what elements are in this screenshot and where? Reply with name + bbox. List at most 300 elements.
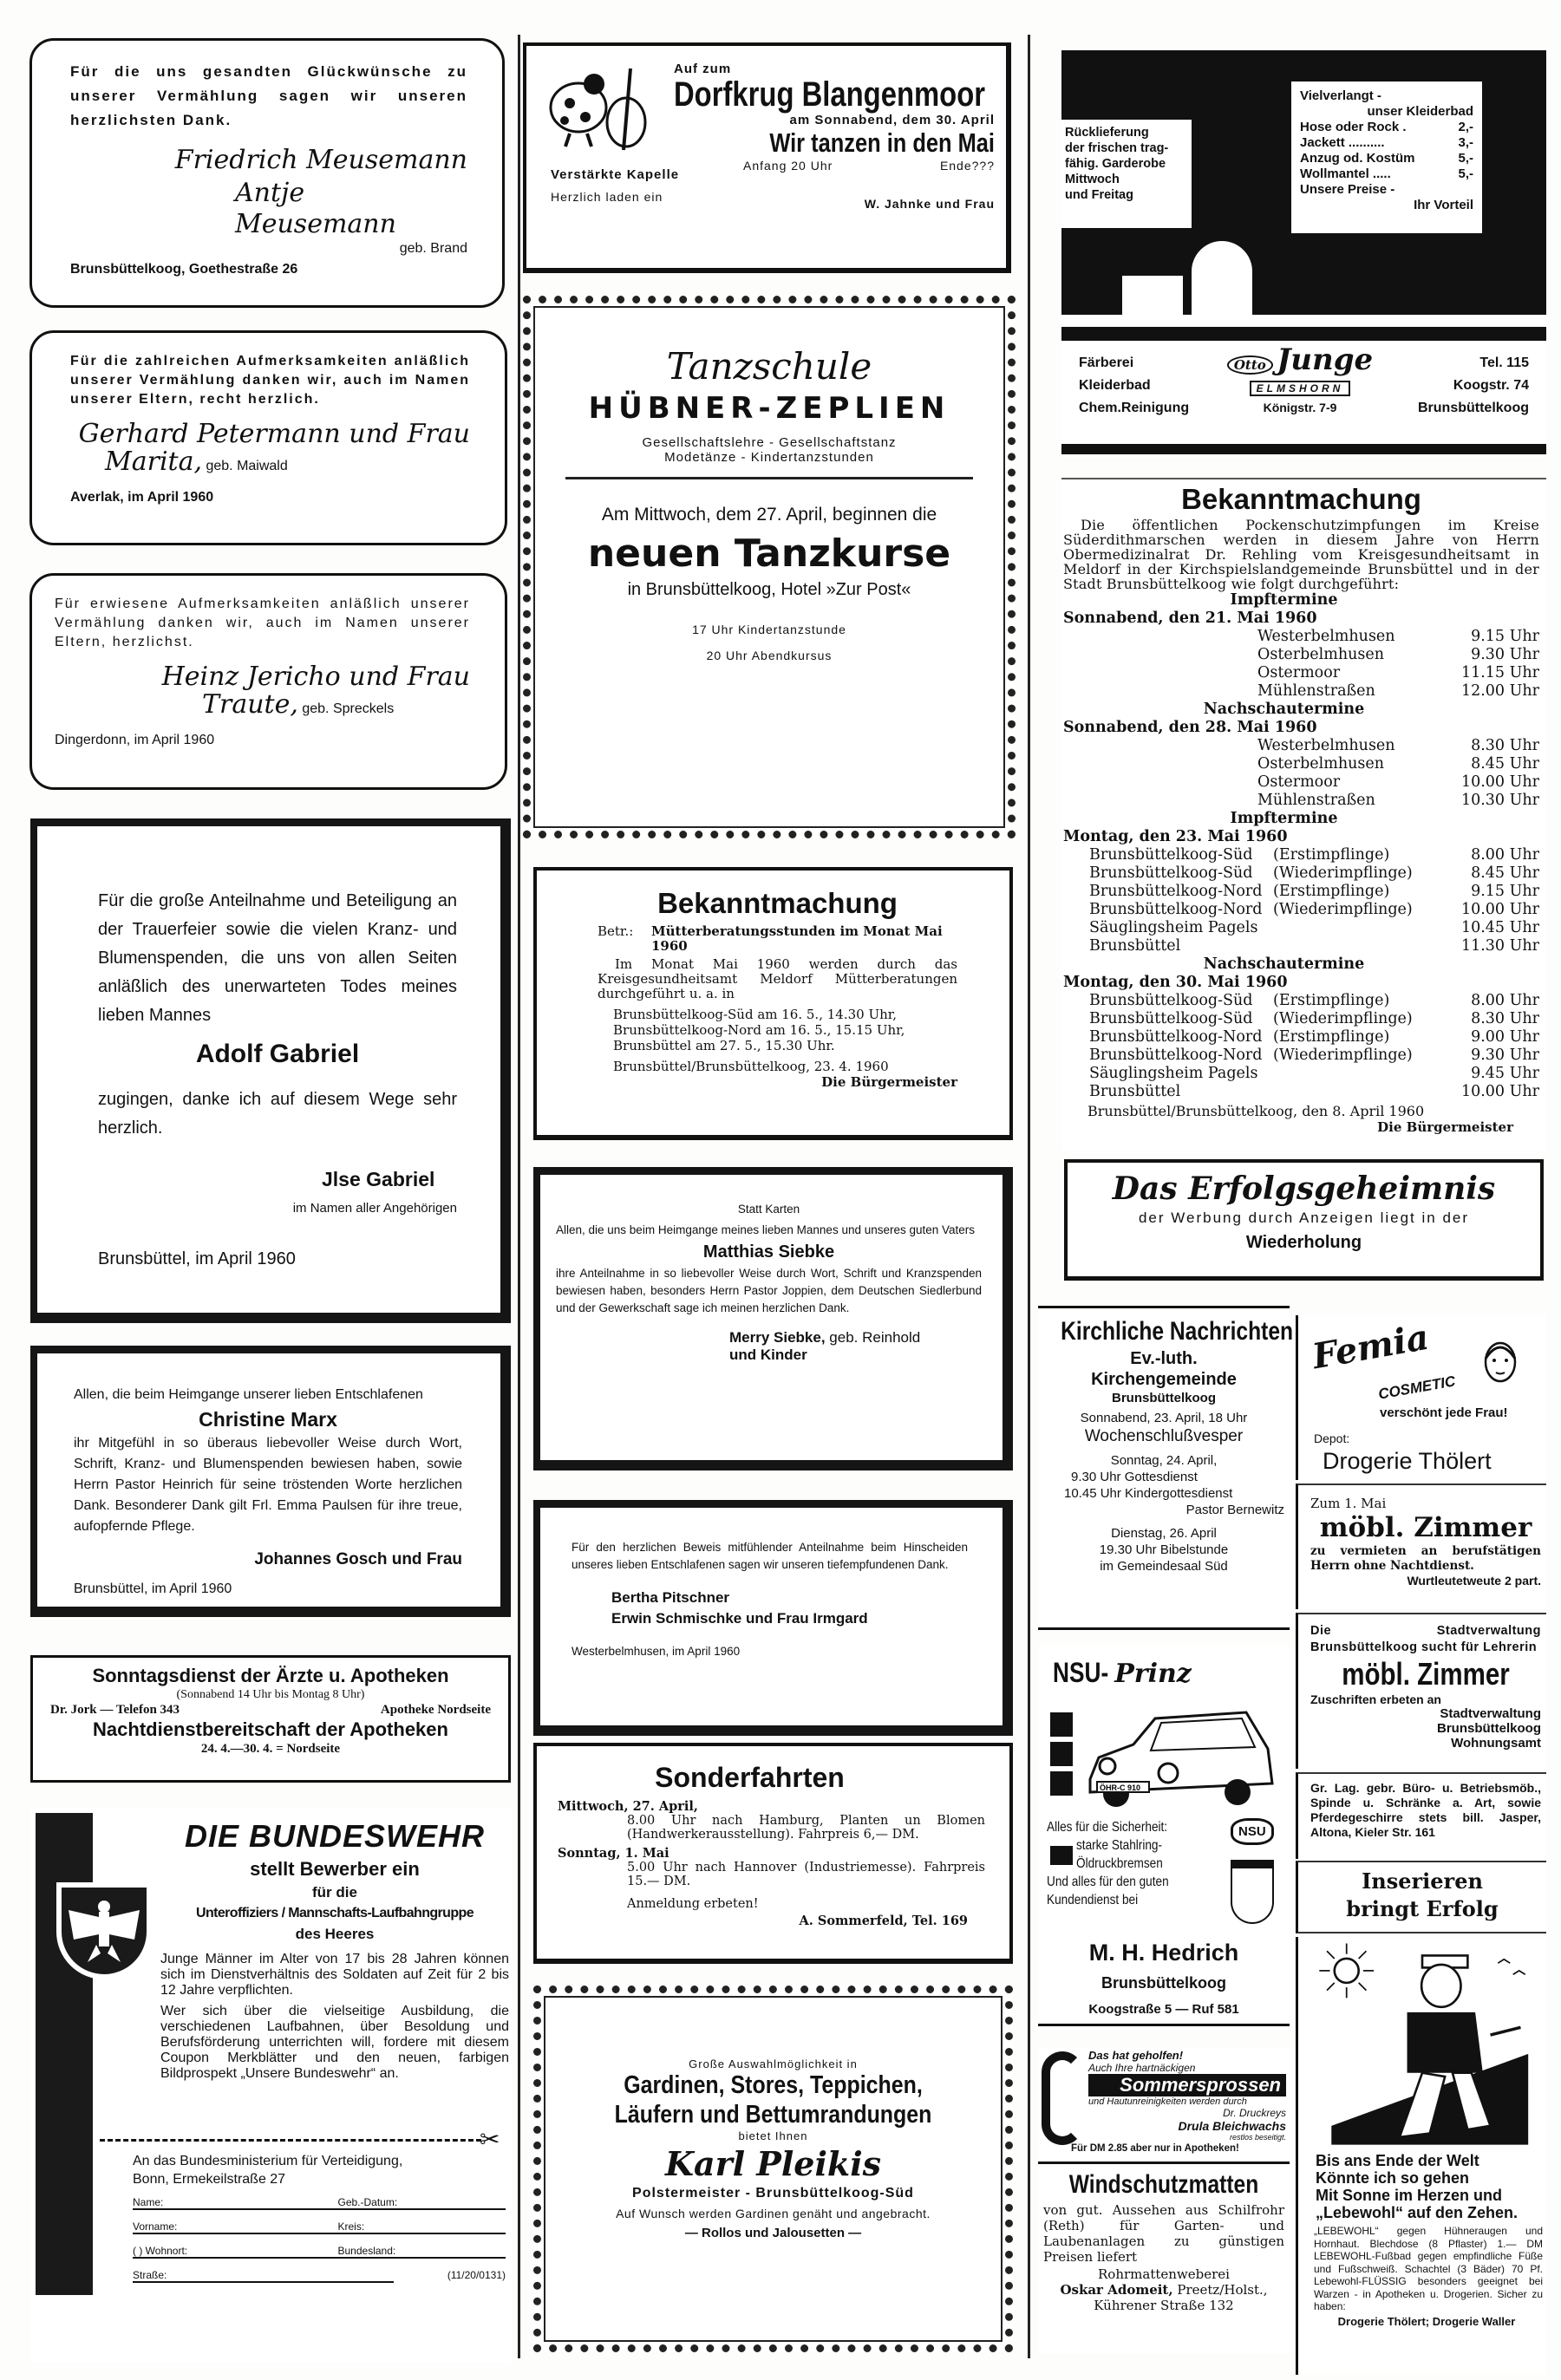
bullet: [1050, 1712, 1073, 1737]
trip-date: Mittwoch, 27. April,: [558, 1799, 698, 1814]
row-left: [1257, 737, 1395, 755]
deceased-name: Adolf Gabriel: [195, 1040, 360, 1068]
pre-text: Große Auswahlmöglichkeit in: [689, 2057, 858, 2070]
signer: Jlse Gabriel: [322, 1168, 435, 1190]
signer: und Kinder: [729, 1346, 807, 1363]
schedule-row: [1063, 919, 1539, 937]
form-row: [133, 2269, 506, 2283]
event: 10.45 Uhr Kindergottesdienst: [1064, 1486, 1233, 1501]
name: Marita,: [105, 447, 203, 477]
time: 10.30 Uhr: [1460, 792, 1539, 809]
schedule-row: [1063, 1028, 1539, 1047]
body: Im Monat Mai 1960 werden durch das Kreisgesundheitsamt Meldorf Mütterberatungen durchgeführt u. a. in: [598, 956, 957, 1001]
name: Gerhard Petermann und Frau: [78, 419, 470, 449]
column-divider: [1028, 35, 1030, 2358]
ad-church-news: [1038, 1306, 1294, 1630]
place: Ostermoor: [1257, 664, 1341, 681]
headline-line: Mit Sonne im Herzen und: [1316, 2187, 1503, 2204]
coupon: [133, 2153, 506, 2283]
bundeswehr-text: [160, 1816, 509, 2082]
sign-left: [1061, 120, 1192, 228]
note: Anmeldung erbeten!: [627, 1897, 759, 1911]
item: Jackett ..........: [1300, 135, 1385, 150]
ad-text: Für die große Anteilnahme und Beteiligung an der Trauerfeier sowie die vielen Kranz- und Blumenspenden, die uns von allen Seiten anläßlich des unerwarteten Todes meines lieben Mannes: [98, 891, 457, 1025]
headline-line: Könnte ich so gehen: [1316, 2169, 1470, 2187]
schedule-heading: Nachschautermine: [1203, 955, 1365, 973]
schedule-date: Montag, den 23. Mai 1960: [1063, 828, 1288, 845]
ad-room-2: [1296, 1613, 1546, 1769]
sign-line: fähig. Garderobe: [1065, 157, 1166, 171]
ad-text: Für die uns gesandten Glückwünsche zu unserer Vermählung sagen wir unseren herzlichsten Dank.: [70, 63, 467, 128]
place: Osterbelmhusen: [1257, 646, 1384, 663]
schedule-row: [1063, 864, 1539, 883]
times: [674, 159, 995, 173]
schedule-row: [1063, 737, 1539, 755]
ad-tanzschule: [523, 296, 1016, 838]
addressee: Brunsbüttelkoog: [1437, 1721, 1541, 1736]
text: Kundendienst bei: [1047, 1893, 1139, 1907]
start-time: Anfang 20 Uhr: [743, 159, 833, 173]
note: (Wiederimpflinge): [1273, 901, 1413, 918]
bullet: [1050, 1846, 1073, 1865]
row-left: [1257, 682, 1375, 701]
row-left: [1257, 792, 1375, 810]
event: im Gemeindesaal Süd: [1100, 1559, 1228, 1574]
time: 10.45 Uhr: [1460, 919, 1539, 936]
schedule-row: [1063, 1047, 1539, 1065]
name-line: [55, 689, 470, 720]
service: — Rollos und Jalousetten —: [684, 2226, 862, 2240]
price: 5,-: [1458, 151, 1473, 166]
license-plate: ÖHR-C 910: [1100, 1783, 1141, 1792]
pre: Zum 1. Mai: [1310, 1496, 1387, 1511]
sign-price-list: [1291, 82, 1482, 233]
place: Dingerdonn, im April 1960: [55, 733, 215, 747]
paragraph: Junge Männer im Alter von 17 bis 28 Jahren können sich im Dienstverhältnis des Soldaten auf Zeit für 2 bis 12 Jahre verpflichten.: [160, 1952, 509, 1998]
depot-label: Depot:: [1314, 1431, 1350, 1445]
text: restlos beseitigt.: [1229, 2133, 1286, 2142]
walking-man-illustration: [1305, 1940, 1539, 2149]
place: Mühlenstraßen: [1257, 792, 1375, 809]
shops: Drogerie Thölert; Drogerie Waller: [1337, 2314, 1516, 2328]
state-field[interactable]: Bundesland:: [337, 2245, 396, 2257]
time: 9.45 Uhr: [1471, 1065, 1539, 1082]
place: Brunsbüttelkoog-Nord: [1089, 901, 1263, 918]
title: Bekanntmachung: [1181, 483, 1421, 515]
place: Brunsbüttel: [1089, 1083, 1181, 1100]
address: Koogstraße 5 — Ruf 581: [1038, 2002, 1290, 2026]
form-row: [133, 2220, 506, 2234]
ad-sonderfahrten: [533, 1743, 1013, 1964]
text: zu vermieten an berufstätigen Herrn ohne Nachtdienst.: [1310, 1544, 1541, 1573]
row-left: [1089, 992, 1389, 1010]
schedule-row: [1063, 937, 1539, 955]
row-left: [1257, 628, 1395, 646]
org: Kirchengemeinde: [1091, 1370, 1237, 1389]
ad-vaccination-announcement: [1061, 478, 1546, 1151]
subtitle: stellt Bewerber ein: [250, 1858, 420, 1880]
street: Koogstr. 74: [1453, 378, 1529, 393]
row-left: [1089, 1065, 1273, 1083]
ad-junge-cleaners: [1061, 50, 1546, 458]
doctor: Dr. Jork — Telefon 343: [50, 1703, 180, 1717]
ad-femia: [1296, 1315, 1546, 1480]
band: Verstärkte Kapelle: [551, 167, 680, 182]
org: Ev.-luth.: [1130, 1349, 1198, 1368]
time: 9.30 Uhr: [1471, 646, 1539, 663]
schedule-row: [1063, 992, 1539, 1010]
dealer: M. H. Hedrich: [1088, 1940, 1239, 1966]
ad-nsu-prinz: [1038, 1645, 1290, 2031]
schedule-heading: Impftermine: [1230, 810, 1338, 827]
courses: Modetänze - Kindertanzstunden: [664, 450, 874, 465]
street-field[interactable]: Straße:: [133, 2269, 394, 2283]
time: 10.00 Uhr: [1460, 901, 1539, 918]
text: Auch Ihre hartnäckigen: [1088, 2062, 1196, 2074]
bullet: [1050, 1771, 1073, 1796]
sign-line: und Freitag: [1065, 188, 1133, 202]
ad-text: ihre Anteilnahme in so liebevoller Weise durch Wort, Schrift und Kranzspenden bewiesen haben, besonders Herrn Pastor Joppien, dem Deutschen Siedlerbund und der Gewerkschaft sage ich meinen herzlichen Dank.: [556, 1267, 982, 1314]
note: (Erstimpflinge): [1273, 992, 1390, 1009]
address: An das Bundesministerium für Verteidigung,: [133, 2154, 403, 2168]
shop-illustration: [1061, 50, 1546, 341]
ad-inserieren: [1296, 1861, 1546, 1933]
ad-text: Allen, die uns beim Heimgange meines lieben Mannes und unseres guten Vaters: [556, 1223, 976, 1236]
nsu-badge-icon: NSU: [1231, 1818, 1274, 1845]
sign-line: Rücklieferung: [1065, 126, 1149, 140]
schedule-row: [1063, 773, 1539, 792]
crest-icon: [1231, 1860, 1274, 1924]
ad-lebewohl: [1296, 1937, 1546, 2375]
company-address: Kührener Straße 132: [1094, 2298, 1234, 2313]
ladybug-bass-icon: [544, 60, 656, 155]
item: Anzug od. Kostüm: [1300, 151, 1415, 166]
text: Öldruckbremsen: [1076, 1856, 1163, 1871]
ad-bundeswehr: [30, 1808, 512, 2363]
date: Brunsbüttel/Brunsbüttelkoog, den 8. April 1960: [1087, 1103, 1425, 1119]
note: (Erstimpflinge): [1273, 1028, 1390, 1046]
trade: Polstermeister - Brunsbüttelkoog-Süd: [632, 2186, 914, 2201]
car-illustration: [1081, 1697, 1281, 1818]
title: Bekanntmachung: [657, 887, 898, 919]
sign-line: Ihr Vorteil: [1414, 198, 1473, 212]
intro: Die öffentlichen Pockenschutzimpfungen im Kreise Süderdithmarschen werden in diesem Jahre von Herrn Obermedizinalrat Dr. Rehling vom Kreisgesundheitsamt in Meldorf in der Kirchspielslandgemeinde Brunsbüttel und in der Stadt Brunsbüttelkoog wie folgt durchgeführt:: [1063, 517, 1539, 592]
ad-room-1: [1296, 1483, 1546, 1609]
time: 8.30 Uhr: [1471, 737, 1539, 754]
note: (Wiederimpflinge): [1273, 1010, 1413, 1027]
address: Wurtleutetweute 2 part.: [1407, 1574, 1541, 1588]
time: 11.15 Uhr: [1460, 664, 1539, 681]
shop-info: [1061, 342, 1546, 440]
shop: Drogerie Thölert: [1323, 1448, 1492, 1474]
product-text: „LEBEWOHL“ gegen Hühneraugen und Hornhaut. Blechdose (8 Pflaster) 1.— DM LEBEWOHL-Fußbad gegen empfindliche Füße und Fußschweiß. Schachtel (3 Bäder) 70 Pf. Lebewohl-FLÜSSIG besonders geeignet bei Warzen - in Apotheken u. Drogerien. Sicher zu haben:: [1314, 2225, 1543, 2312]
ad-obituary-marx: [30, 1346, 511, 1617]
residence-field[interactable]: ( ) Wohnort:: [133, 2245, 188, 2257]
place: Averlak, im April 1960: [70, 490, 214, 505]
ad-text: Für erwiesene Aufmerksamkeiten anläßlich unserer Vermählung danken wir, auch im Namen unserer Eltern, herzlichst.: [55, 597, 470, 649]
divider: [565, 477, 973, 479]
place: Säuglingsheim Pagels: [1089, 919, 1258, 936]
price-row: [1300, 135, 1473, 151]
big: möbl. Zimmer: [1319, 1512, 1532, 1543]
eagle-shield-icon: [56, 1882, 152, 1979]
note: (Erstimpflinge): [1273, 846, 1390, 864]
sun-icon: [1319, 1943, 1374, 1998]
shop-clerk-icon: [1192, 241, 1252, 319]
location: Brunsbüttel am 27. 5., 15.30 Uhr.: [613, 1038, 835, 1053]
signer: Erwin Schmischke und Frau Irmgard: [611, 1610, 868, 1627]
ad-wedding-thanks-petermann: [29, 330, 507, 545]
slogan: verschönt jede Frau!: [1380, 1405, 1508, 1420]
title: DIE BUNDESWEHR: [184, 1818, 485, 1854]
slogan: Inserieren: [1362, 1868, 1483, 1894]
headline-line: „Lebewohl“ auf den Zehen.: [1316, 2204, 1519, 2221]
price-row: [1300, 166, 1473, 182]
trip-detail: 5.00 Uhr nach Hannover (Industriemesse). Fahrpreis 15.— DM.: [627, 1861, 985, 1888]
night-value: 24. 4.—30. 4. = Nordseite: [200, 1742, 341, 1756]
place: Brunsbüttelkoog-Süd: [1089, 864, 1253, 882]
schedule-heading: Nachschautermine: [1203, 701, 1365, 718]
service: Kleiderbad: [1079, 378, 1151, 393]
brand-sub: COSMETIC: [1376, 1373, 1457, 1403]
event: 9.30 Uhr Gottesdienst: [1071, 1470, 1198, 1484]
schedule-row: [1063, 628, 1539, 646]
time: 9.15 Uhr: [1471, 628, 1539, 645]
ad-obituary-siebke: [533, 1167, 1013, 1470]
row-left: [1257, 664, 1340, 682]
schedule-row: [1063, 1010, 1539, 1028]
model: Prinz: [1114, 1659, 1192, 1689]
ad-pleikis: [533, 1986, 1013, 2352]
trips: [558, 1800, 985, 1928]
note: (Erstimpflinge): [1273, 883, 1390, 900]
price: 5,-: [1458, 166, 1473, 181]
sign-line: unser Kleiderbad: [1367, 104, 1473, 119]
address: Bonn, Ermekeilstraße 27: [133, 2172, 286, 2187]
invite: Herzlich laden ein: [551, 190, 663, 204]
location: in Brunsbüttelkoog, Hotel »Zur Post«: [627, 580, 911, 599]
pastor: Pastor Bernewitz: [1185, 1503, 1284, 1517]
maiden-name: geb. Reinhold: [829, 1329, 921, 1346]
ad-jasper: [1296, 1772, 1546, 1859]
text: Die Stadtverwaltung Brunsbüttelkoog sucht für Lehrerin: [1310, 1624, 1541, 1654]
brand: NSU-: [1053, 1657, 1109, 1688]
contact: [1418, 352, 1529, 420]
event-date: Dienstag, 26. April: [1111, 1526, 1217, 1541]
price: 2,-: [1458, 120, 1473, 134]
deceased-name: Christine Marx: [199, 1408, 337, 1431]
text: starke Stahlring-: [1076, 1838, 1163, 1853]
courses: Gesellschaftslehre - Gesellschaftstanz: [642, 435, 897, 450]
price: 3,-: [1458, 135, 1473, 150]
time: 11.30 Uhr: [1460, 937, 1539, 955]
place: Osterbelmhusen: [1257, 755, 1384, 773]
subject: [598, 924, 957, 954]
note: (Wiederimpflinge): [1273, 864, 1413, 882]
text: Und alles für den guten: [1047, 1875, 1169, 1889]
firstname-field[interactable]: Vorname:: [133, 2220, 178, 2233]
title: Kirchliche Nachrichten: [1061, 1317, 1294, 1346]
end-time: Ende???: [939, 159, 995, 173]
event-date: Sonntag, 24. April,: [1110, 1453, 1218, 1468]
town: Brunsbüttelkoog: [1418, 401, 1529, 415]
services: [1079, 352, 1189, 420]
bullet: [1050, 1742, 1073, 1766]
pre-title: Auf zum: [674, 62, 732, 76]
maiden-name: geb. Spreckels: [302, 701, 395, 716]
place: Ostermoor: [1257, 773, 1341, 791]
text: Gr. Lag. gebr. Büro- u. Betriebsmöb., Spinde u. Schränke a. Art, sowie Pferdegeschirre stets bill. Jasper, Altona, Kieler Str. 161: [1310, 1781, 1541, 1839]
addressee: Wohnungsamt: [1451, 1736, 1541, 1751]
signer-line: [556, 1329, 982, 1346]
time: 17 Uhr Kindertanzstunde: [692, 623, 846, 636]
name-line: [70, 447, 470, 477]
place: Westerbelmhusen: [1257, 628, 1395, 645]
schedule-row: [1063, 682, 1539, 701]
text: Dr. Druckreys: [1223, 2107, 1286, 2119]
town: Brunsbüttelkoog: [1101, 1974, 1226, 1992]
big-word: Wiederholung: [1245, 1233, 1362, 1252]
row-left: [1257, 773, 1340, 792]
title: Windschutzmatten: [1068, 2170, 1259, 2199]
time: 9.30 Uhr: [1471, 1047, 1539, 1064]
locations: [598, 1007, 957, 1090]
subtitle: für die: [312, 1884, 357, 1901]
ad-sommersprossen: [1038, 2048, 1290, 2164]
shop-counter: [1122, 276, 1183, 315]
place: Brunsbüttelkoog-Nord: [1089, 1028, 1263, 1046]
row-left: [1257, 646, 1384, 664]
row-left: [1089, 1047, 1413, 1065]
signer: Johannes Gosch und Frau: [254, 1550, 462, 1568]
company-name: Oskar Adomeit,: [1060, 2282, 1173, 2298]
place: Brunsbüttel, im April 1960: [74, 1581, 232, 1596]
start-text: Am Mittwoch, dem 27. April, beginnen die: [601, 505, 937, 525]
time: 12.00 Uhr: [1460, 682, 1539, 700]
addressee: Stadtverwaltung: [1440, 1706, 1541, 1721]
maiden-name: geb. Maiwald: [206, 459, 288, 473]
phone: Tel. 115: [1479, 355, 1529, 370]
schedule-heading: Impftermine: [1230, 591, 1338, 609]
text: und Hautunreinigkeiten werden durch: [1088, 2096, 1247, 2107]
bottom-bar: [1061, 444, 1546, 454]
ad-text: ihr Mitgefühl in so überaus liebevoller Weise durch Wort, Schrift, Kranz- und Blumenspenden bewiesen haben, sowie Herrn Pastor Heinrich für seine tröstenden Worte herzlichen Dank. Besonderer Dank gilt Frl. Emma Paulsen für ihre treue, aufopfernde Pflege.: [74, 1436, 462, 1534]
ad-obituary-pitschner: [533, 1500, 1013, 1736]
logo-name: Junge: [1277, 342, 1374, 377]
product-word: Sommersprossen: [1088, 2074, 1286, 2096]
ad-wedding-thanks-meusemann: [29, 38, 505, 308]
service: Chem.Reinigung: [1079, 401, 1190, 415]
signer: Die Bürgermeister: [821, 1074, 957, 1090]
sign-line: Mittwoch: [1065, 173, 1120, 186]
schedule-row: [1063, 792, 1539, 810]
paragraph: Wer sich über die vielseitige Ausbildung, die verschiedenen Laufbahnen, über Besoldung und Berufsförderung unterrichten will, fordere mit diesem Coupon Merkblätter und den neuen, farbigen Bildprospekt „Unsere Bundeswehr“ an.: [160, 2004, 509, 2081]
ad-dorfkrug: [523, 42, 1011, 273]
ad-erfolgsgeheimnis: [1064, 1159, 1544, 1281]
name: Friedrich Meusemann: [174, 145, 467, 175]
coupon-cut-line: [100, 2139, 481, 2142]
ad-text: zugingen, danke ich auf diesem Wege sehr herzlich.: [98, 1090, 457, 1138]
ad-text: Für den herzlichen Beweis mitfühlender Anteilnahme beim Hinscheiden unseres lieben Entschlafenen sagen wir unseren tiefempfundenen Dank.: [571, 1541, 968, 1571]
doctor-row: [50, 1703, 491, 1718]
price-row: [1300, 120, 1473, 135]
schedule-row: [1063, 1083, 1539, 1101]
row-left: [1089, 846, 1389, 864]
schedule-row: [1063, 901, 1539, 919]
place: Brunsbüttelkoog-Süd: [1089, 846, 1253, 864]
place: Brunsbüttelkoog, Goethestraße 26: [70, 262, 298, 277]
title: Sonderfahrten: [655, 1762, 845, 1793]
subtitle: des Heeres: [295, 1926, 375, 1942]
company-city: Preetz/Holst.,: [1177, 2282, 1268, 2298]
brand-line: [1047, 1657, 1192, 1689]
company-name: Karl Pleikis: [664, 2144, 882, 2183]
logo-city: ELMSHORN: [1250, 381, 1351, 396]
text: Zuschriften erbeten an: [1310, 1692, 1441, 1706]
pharmacy: Apotheke Nordseite: [380, 1703, 491, 1717]
location: Brunsbüttelkoog-Nord am 16. 5., 15.15 Uhr,: [613, 1022, 905, 1038]
name: Antje Meusemann: [235, 178, 396, 239]
subject-label: Betr.:: [598, 923, 634, 939]
row-left: [1257, 755, 1384, 773]
logo-address: Königstr. 7-9: [1263, 401, 1337, 414]
name: Traute,: [202, 689, 298, 720]
line: der Werbung durch Anzeigen liegt in der: [1138, 1210, 1470, 1226]
signer-note: im Namen aller Angehörigen: [292, 1201, 457, 1216]
schedule-row: [1063, 664, 1539, 682]
birthdate-field[interactable]: Geb.-Datum:: [337, 2196, 398, 2208]
company-line: [1038, 2282, 1290, 2298]
host: W. Jahnke und Frau: [864, 197, 995, 211]
sign-line: Vielverlangt -: [1300, 88, 1381, 103]
form-row: [133, 2245, 506, 2259]
big: möbl. Zimmer: [1342, 1656, 1510, 1692]
heading: Sonntagsdienst der Ärzte u. Apotheken: [92, 1665, 449, 1686]
service: Färberei: [1079, 355, 1134, 370]
venue-title: Dorfkrug Blangenmoor: [674, 75, 985, 114]
coupon-code: (11/20/0131): [447, 2269, 506, 2281]
brand: Femia: [1309, 1316, 1433, 1378]
headline-line: Bis ans Ende der Welt: [1316, 2152, 1479, 2169]
event: 19.30 Uhr Bibelstunde: [1099, 1542, 1229, 1557]
place: Säuglingsheim Pagels: [1089, 1065, 1258, 1082]
place: Brunsbüttel, im April 1960: [98, 1249, 296, 1268]
note: (Wiederimpflinge): [1273, 1047, 1413, 1064]
hours: (Sonnabend 14 Uhr bis Montag 8 Uhr): [176, 1688, 365, 1701]
district-field[interactable]: Kreis:: [337, 2220, 365, 2233]
name-field[interactable]: Name:: [133, 2196, 164, 2208]
school-name: HÜBNER-ZEPLIEN: [588, 391, 950, 426]
place: Westerbelmhusen, im April 1960: [571, 1645, 741, 1658]
event-text: [674, 62, 995, 211]
place: Westerbelmhusen: [1257, 737, 1395, 754]
schedule-date: Sonnabend, den 21. Mai 1960: [1063, 610, 1317, 627]
schedule: [1063, 591, 1539, 1101]
ad-windschutzmatten: [1038, 2168, 1290, 2354]
place: Brunsbüttelkoog-Süd: [1089, 992, 1253, 1009]
row-left: [1089, 1010, 1413, 1028]
ad-announcement-mothers: [533, 867, 1013, 1140]
maiden-name: geb. Brand: [399, 241, 467, 256]
ad-wedding-thanks-jericho: [29, 573, 507, 790]
price-row: [1300, 151, 1473, 166]
big-title: neuen Tanzkurse: [587, 531, 951, 576]
row-left: [1089, 864, 1413, 883]
schedule-row: [1063, 755, 1539, 773]
text: Alles für die Sicherheit:: [1047, 1820, 1168, 1835]
item: Hose oder Rock .: [1300, 120, 1407, 134]
row-left: [1089, 883, 1389, 901]
